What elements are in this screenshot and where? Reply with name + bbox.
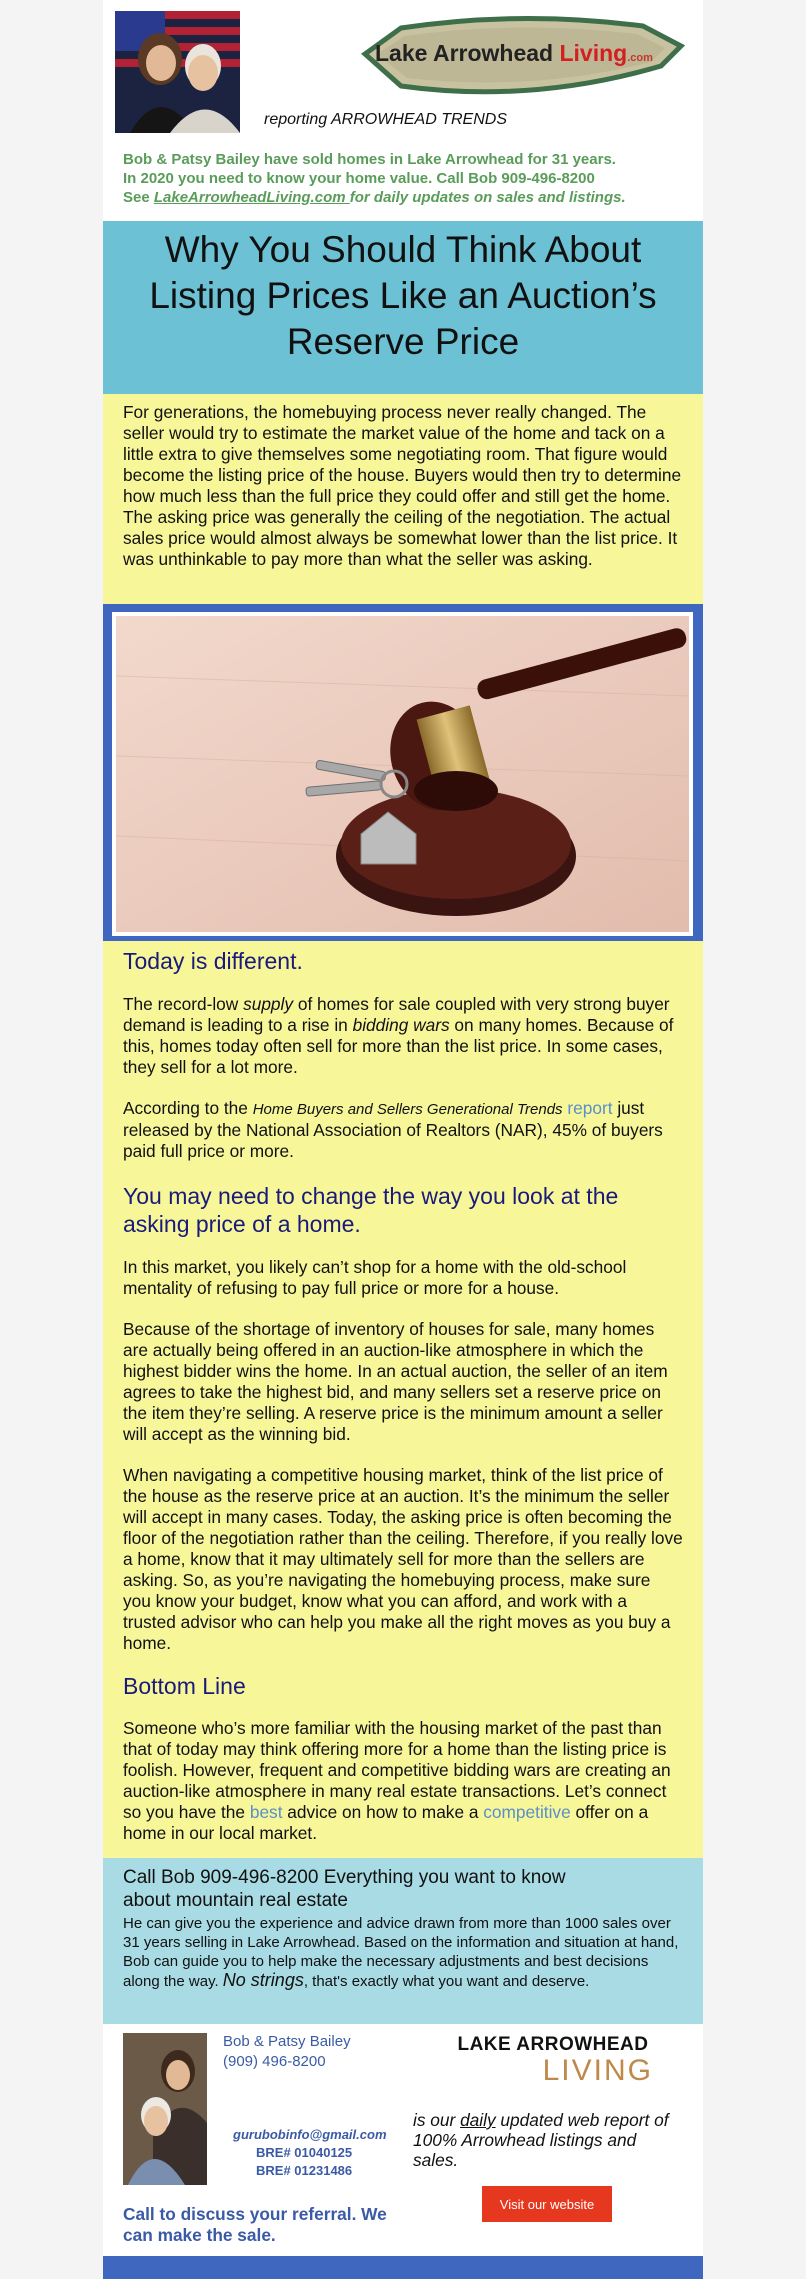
heading-today-different: Today is different. [123,948,303,974]
main-content [123,947,683,1844]
bre-number-2: BRE# 01231486 [256,2163,353,2178]
logo-text: Lake Arrowhead Living.com [375,40,653,66]
visit-website-button[interactable]: Visit our website [482,2186,612,2222]
agent-contact [223,2032,351,2072]
call-bob-section [103,1858,703,2024]
title-band [103,221,703,394]
call-referral-text: Call to discuss your referral. We can make the sale. [123,2204,387,2245]
paragraph-supply: The record-low supply of homes for sale coupled with very strong buyer demand is leading to a rise in bidding wars on many homes. Because of this, homes today often sell for more than the list price. In some cases, they sell for a lot more. [123,994,674,1077]
lake-arrowhead-living-logo[interactable] [361,8,685,110]
paragraph-reserve-price: When navigating a competitive housing market, think of the list price of the house as the reserve price at an auction. It’s the minimum the seller will accept in many cases. Today, the asking price is often becoming the floor of the negotiation rather than the ceiling. Therefore, if you really love a home, know that it may ultimately sell for more than the sellers are asking. So, as you’re navigating the homebuying process, make sure you know your budget, know what you can afford, and work with a trusted advisor who can help you make all the right moves as you buy a home. [123,1465,683,1653]
intro-paragraph: For generations, the homebuying process never really changed. The seller would try to estimate the market value of the home and tack on a little extra to give themselves some negotiating room. That figure would become the listing price of the house. Buyers would then try to determine how much less than the full price they could offer and still get the home. The asking price was generally the ceiling of the negotiation. The actual sales price would almost always be somewhat lower than the list price. It was unthinkable to pay more than what the seller was asking. [123,402,682,569]
article-title: Why You Should Think About Listing Prices Like an Auction’s Reserve Price [149,229,657,362]
agent-email[interactable]: gurubobinfo@gmail.com [233,2127,387,2142]
bre-number-1: BRE# 01040125 [256,2145,353,2160]
main-section [103,941,703,1858]
bob-patsy-photo [115,11,240,133]
site-link[interactable]: LakeArrowheadLiving.com [153,189,350,206]
daily-report-text: is our daily updated web report of 100% Arrowhead listings and sales. [413,2110,669,2170]
intro-line-site: See LakeArrowheadLiving.com for daily updates on sales and listings. [123,189,626,206]
heading-bottom-line: Bottom Line [123,1673,246,1699]
intro-line-years: Bob & Patsy Bailey have sold homes in Lake Arrowhead for 31 years. [123,151,616,168]
intro-section [103,394,703,604]
call-bob-body: He can give you the experience and advice drawn from more than 1000 sales over 31 years selling in Lake Arrowhead. Based on the information and situation at hand, Bob can guide you to help make the necessary adjustments and best decisions along the way. No strings, that's exactly what you want and deserve. [123,1915,679,1990]
intro-line-call: In 2020 you need to know your home value. Call Bob 909-496-8200 [123,170,595,187]
paragraph-bottom-line: Someone who’s more familiar with the housing market of the past than that of today may think offering more for a home than the listing price is foolish. However, frequent and competitive bidding wars are creating an auction-like atmosphere in many real estate transactions. Let’s connect so you have the best advice on how to make a competitive offer on a home in our local market. [123,1718,671,1843]
best-link[interactable]: best [249,1802,283,1822]
image-band [103,604,703,941]
intro-block [123,150,688,207]
bottom-bar [103,2256,703,2279]
report-link[interactable]: report [562,1098,613,1118]
agent-phone[interactable]: (909) 496-8200 [223,2053,326,2070]
footer [103,2024,703,2256]
paragraph-old-school: In this market, you likely can’t shop for a home with the old-school mentality of refusing to pay full price or more for a house. [123,1257,627,1298]
lake-arrowhead-living-footer-logo: LAKE ARROWHEAD LIVING [457,2034,653,2087]
call-bob-heading: Call Bob 909-496-8200 Everything you want to know about mountain real estate [123,1867,566,1911]
agent-names: Bob & Patsy Bailey [223,2033,351,2050]
email-column [103,0,703,2279]
competitive-link[interactable]: competitive [483,1802,571,1822]
paragraph-auction: Because of the shortage of inventory of houses for sale, many homes are actually being offered in an auction-like atmosphere in which the highest bidder wins the home. In an actual auction, the seller of an item agrees to take the highest bid, and many sellers set a reserve price on the item they’re selling. A reserve price is the minimum amount a seller will accept as the winning bid. [123,1319,668,1444]
paragraph-nar-report: According to the Home Buyers and Sellers Generational Trends report just released by the National Association of Realtors (NAR), 45% of buyers paid full price or more. [123,1098,663,1161]
heading-change-asking-price: You may need to change the way you look at the asking price of a home. [123,1183,619,1237]
gavel-image-frame [112,612,693,936]
gavel-house-key-image [116,616,689,932]
tagline: reporting ARROWHEAD TRENDS [264,111,508,128]
agent-photo [123,2033,207,2185]
